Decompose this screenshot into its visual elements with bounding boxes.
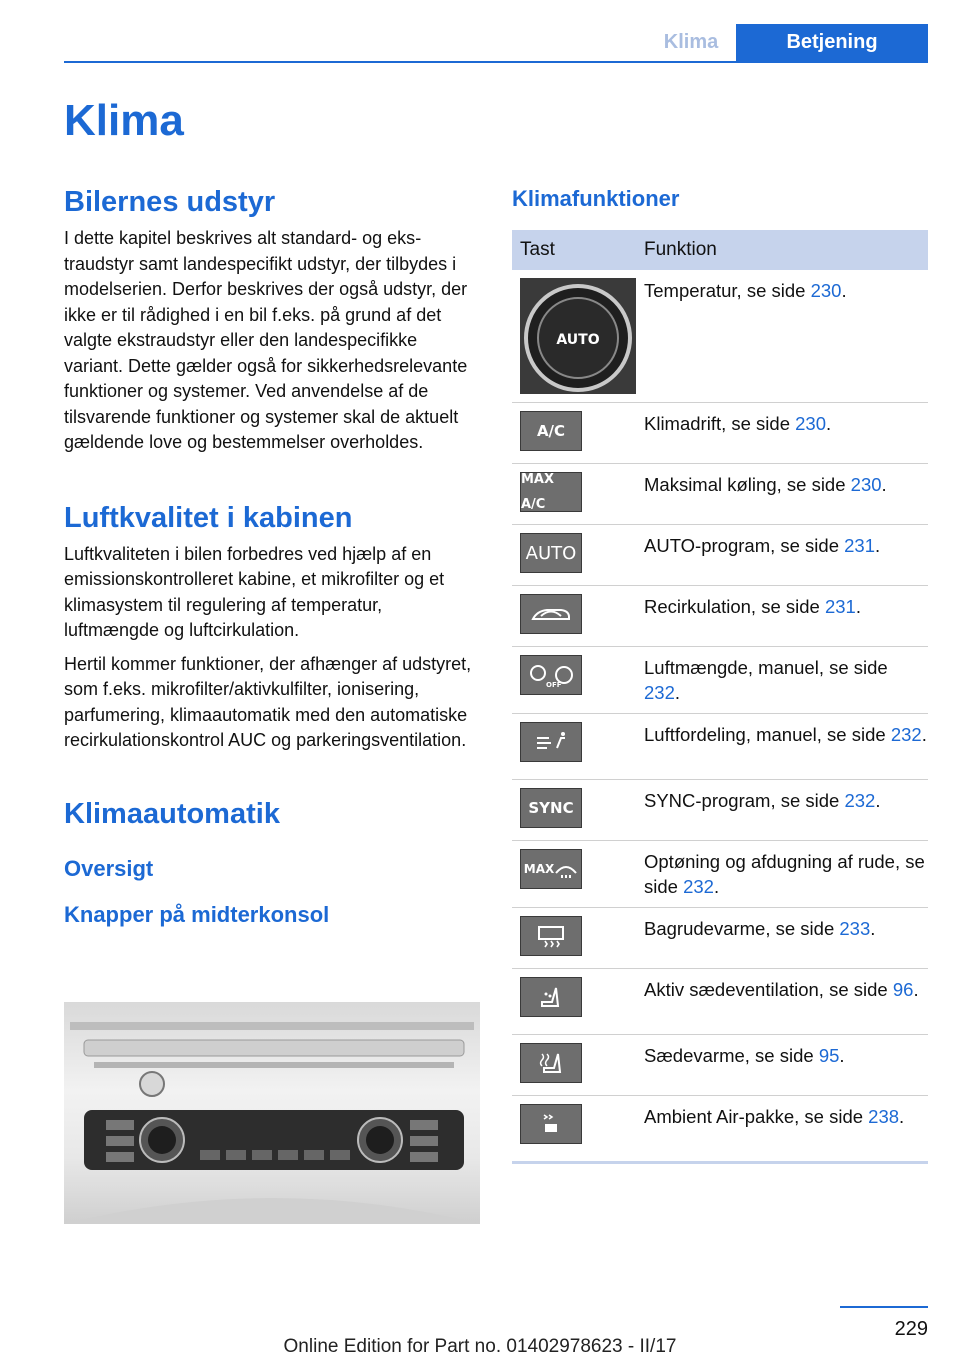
- function-text: Optøning og afdugning af rude, se side: [644, 851, 925, 897]
- table-row: MAX A/C Maksimal køling, se side 230.: [512, 464, 928, 525]
- page-link[interactable]: 233: [839, 918, 871, 939]
- function-text: Luftmængde, manuel, se side: [644, 657, 888, 678]
- heading-bilernes-udstyr: Bilernes udstyr: [64, 186, 276, 218]
- table-row: AUTO Temperatur, se side 230.: [512, 270, 928, 403]
- left-column: [64, 182, 480, 930]
- page-link[interactable]: 232: [890, 724, 922, 745]
- header-chapter: Betjening: [736, 24, 928, 61]
- ambient-air-icon: [520, 1104, 582, 1144]
- page-link[interactable]: 96: [892, 979, 914, 1000]
- table-row: AUTO AUTO-program, se side 231.: [512, 525, 928, 586]
- heading-klimaautomatik: Klimaautomatik: [64, 797, 280, 830]
- header-rule: [64, 61, 928, 63]
- recirculation-icon: [520, 594, 582, 634]
- table-row: Bagrudevarme, se side 233.: [512, 908, 928, 969]
- knob-label: AUTO: [556, 332, 600, 348]
- table-row: Aktiv sædeventilation, se side 96.: [512, 969, 928, 1035]
- function-text: SYNC-program, se side: [644, 790, 845, 811]
- paragraph-udstyr: I dette kapitel beskrives alt standard- og ekstraudstyr samt landespecifikt udstyr, der tilbydes i modelserien. Derfor beskrives der også udstyr, der ikke er til rådighed i en bil f.eks. på grund af det valgte ekstraudstyr eller den landespecifikke variant. Dette gælder også for sikkerhedsrelevante funktioner og systemer. Ved anvendelse af de tilsvarende funktioner og systemer skal de aktuelt gældende love og bestemmelser overholdes.: [64, 228, 468, 452]
- function-text: Aktiv sædeventilation, se side: [644, 979, 893, 1000]
- function-text: Recirkulation, se side: [644, 596, 825, 617]
- page-link[interactable]: 95: [818, 1045, 840, 1066]
- page-link[interactable]: 230: [850, 474, 882, 495]
- table-row: SYNC SYNC-program, se side 232.: [512, 780, 928, 841]
- column-header-funktion: Funktion: [636, 230, 928, 270]
- max-ac-button-icon: MAX A/C: [520, 472, 582, 512]
- center-console-image: [64, 1002, 480, 1224]
- function-text: AUTO-program, se side: [644, 535, 845, 556]
- climate-functions-table: [512, 230, 928, 1164]
- rear-window-heating-icon: [520, 916, 582, 956]
- page-link[interactable]: 231: [824, 596, 856, 617]
- footer-edition: Online Edition for Part no. 01402978623 - II/17: [283, 1336, 677, 1357]
- page-link[interactable]: 232: [844, 790, 876, 811]
- column-header-tast: Tast: [512, 230, 636, 270]
- page-number-rule: [840, 1306, 928, 1308]
- heading-luftkvalitet: Luftkvalitet i kabinen: [64, 501, 353, 534]
- function-text: Ambient Air-pakke, se side: [644, 1106, 869, 1127]
- svg-text:OFF: OFF: [546, 681, 562, 689]
- air-distribution-icon: [520, 722, 582, 762]
- page-number: 229: [894, 1318, 928, 1340]
- page-link[interactable]: 232: [683, 876, 714, 897]
- center-console-illustration: [64, 1002, 480, 1224]
- fan-icon: [520, 655, 582, 695]
- table-row: Ambient Air-pakke, se side 238.: [512, 1096, 928, 1163]
- heading-klimafunktioner: Klimafunktioner: [512, 186, 680, 211]
- function-text: Klimadrift, se side: [644, 413, 796, 434]
- header-section: Klima: [663, 31, 719, 53]
- table-row: MAX Optøning og afdugning af rude, se side 232.: [512, 841, 928, 908]
- right-column: [512, 180, 928, 1127]
- seat-ventilation-icon: [520, 977, 582, 1017]
- function-text: Bagrudevarme, se side: [644, 918, 840, 939]
- paragraph-luftkvalitet-2: Hertil kommer funktioner, der afhænger af udstyret, som f.eks. mikrofilter/aktivkulfilter, ionisering, parfumering, klimaautomatik med den automatiske recirkulationskontrol AUC og parkeringsventilation.: [64, 653, 472, 750]
- page-link[interactable]: 232: [644, 682, 675, 703]
- function-text: Sædevarme, se side: [644, 1045, 819, 1066]
- heading-knapper: Knapper på midterkonsol: [64, 901, 330, 927]
- paragraph-luftkvalitet-1: Luftkvaliteten i bilen forbedres ved hjælp af en emissionskontrolleret kabine, et mikrofilter og et klimasystem til regulering af temperatur, luftmængde og luftcirkulation.: [64, 543, 445, 640]
- temperature-knob-icon: [520, 278, 636, 394]
- table-row: A/C Klimadrift, se side 230.: [512, 403, 928, 464]
- auto-button-icon: AUTO: [520, 533, 582, 573]
- table-row: Luftfordeling, manuel, se side 232.: [512, 714, 928, 780]
- function-text: Temperatur, se side: [644, 280, 811, 301]
- function-text: Maksimal køling, se side: [644, 474, 851, 495]
- page-link[interactable]: 230: [810, 280, 842, 301]
- max-defrost-icon: MAX: [520, 849, 582, 889]
- table-row: OFF Luftmængde, manuel, se side 232.: [512, 647, 928, 714]
- seat-heating-icon: [520, 1043, 582, 1083]
- page-link[interactable]: 231: [844, 535, 876, 556]
- sync-button-icon: SYNC: [520, 788, 582, 828]
- function-text: Luftfordeling, manuel, se side: [644, 724, 891, 745]
- page-link[interactable]: 238: [868, 1106, 900, 1127]
- heading-oversigt: Oversigt: [64, 855, 154, 881]
- ac-button-icon: A/C: [520, 411, 582, 451]
- page-title: Klima: [64, 96, 184, 145]
- table-row: Sædevarme, se side 95.: [512, 1035, 928, 1096]
- page-link[interactable]: 230: [795, 413, 827, 434]
- table-row: Recirkulation, se side 231.: [512, 586, 928, 647]
